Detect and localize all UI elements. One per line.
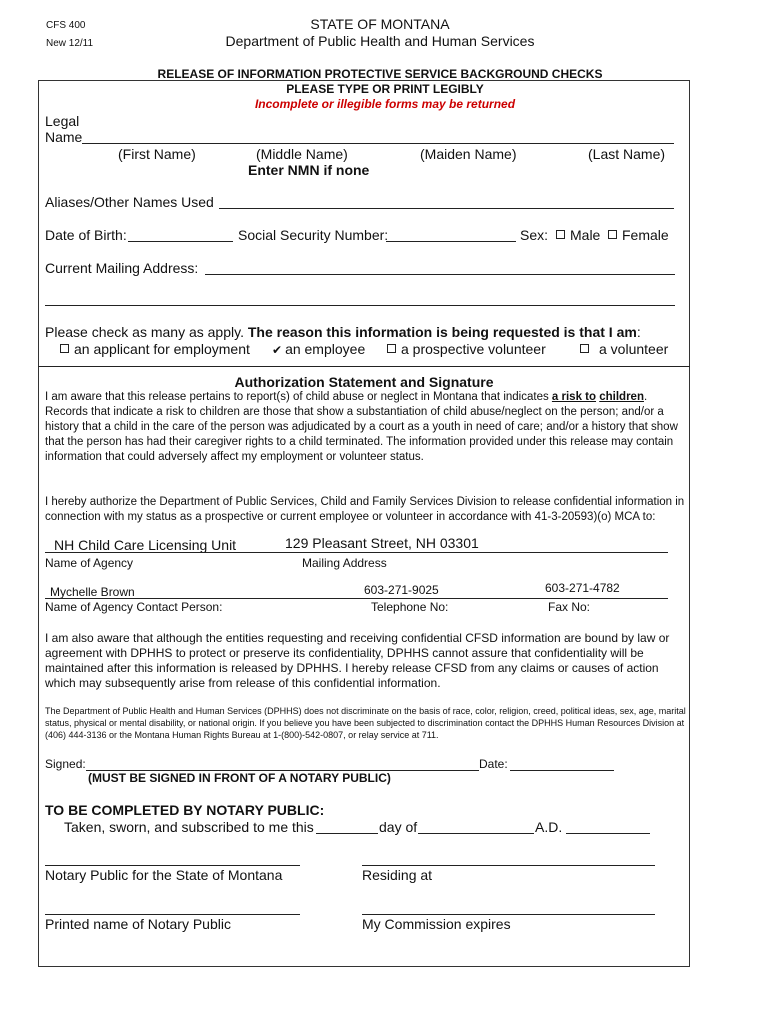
legal-label-line1: Legal [45,113,80,129]
form-title: RELEASE OF INFORMATION PROTECTIVE SERVICE BACKGROUND CHECKS [157,67,603,81]
form-number: CFS 400 [46,20,86,31]
reason-prompt: Please check as many as apply. The reason this information is being requested is that I am: [45,324,641,340]
signed-label: Signed: [45,757,86,771]
sex-female-option[interactable] [608,227,669,243]
notary-signature-line[interactable] [45,865,300,866]
dob-label: Date of Birth: [45,227,127,243]
volunteer-checkbox[interactable] [580,344,589,353]
last-name-label: (Last Name) [588,146,666,162]
mailing-address-label: Mailing Address [302,556,387,570]
address-label: Current Mailing Address: [45,260,199,276]
reason-option-applicant[interactable]: an applicant for employment [60,341,250,357]
printed-name-label: Printed name of Notary Public [45,916,231,932]
commission-label: My Commission expires [362,916,511,932]
authorization-paragraph-1: I am aware that this release pertains to report(s) of child abuse or neglect in Montana that indicates a risk to children. Records that indicate a risk to children are those that show a substantiation of child abuse/neglect on the person; and/or a history that a child in the care of the person was adjudicated by a court as a youth in need of care; and/or a history that show that the person has had their caregiver rights to a child terminated. The information provided under this release may contain information that could adversely affect my employment or volunteer status. [45,391,678,463]
contact-line [45,598,668,599]
authorization-paragraph-3: I am also aware that although the entities requesting and receiving confidential CFSD information are bound by law or agreement with DPHHS to protect or preserve its confidentiality, DPHHS cannot assure that confidentiality will be maintained after this information is released by DPHHS. I hereby release CFSD from any claims or causes of action which may subsequently arise from release of this confidential information. [45,631,670,690]
aliases-line[interactable] [219,208,674,209]
department-title: Department of Public Health and Human Services [225,33,535,49]
male-checkbox[interactable] [556,230,565,239]
prospective-checkbox[interactable] [387,344,396,353]
sworn-ad-label: A.D. [535,819,563,835]
address-line-1[interactable] [205,274,675,275]
male-label: Male [570,227,601,243]
legal-label-line2: Name [45,129,83,145]
nondiscrimination-notice: The Department of Public Health and Human Services (DPHHS) does not discriminate on the basis of race, color, religion, creed, political ideas, sex, age, marital status, physical or mental disability, or national origin. If you believe you have been subjected to discrimination contact the DPHHS Human Resources Division at (406) 444-3136 or the Montana Human Rights Bureau at 1-(800)-542-0807, or relay service at 711. [45,706,686,740]
contact-value[interactable]: Mychelle Brown [50,585,135,599]
agency-name-value[interactable]: NH Child Care Licensing Unit [54,537,237,553]
maiden-name-label: (Maiden Name) [420,146,517,162]
phone-value[interactable]: 603-271-9025 [364,583,439,597]
sex-label: Sex: [520,227,549,243]
reason-option-volunteer[interactable]: a volunteer [580,341,668,357]
first-name-label: (First Name) [118,146,196,162]
sworn-day-number-line[interactable] [316,833,378,834]
sworn-year-line[interactable] [566,833,650,834]
fax-value[interactable]: 603-271-4782 [545,581,620,595]
phone-label: Telephone No: [371,600,449,614]
applicant-checkbox[interactable] [60,344,69,353]
female-label: Female [622,227,669,243]
sworn-month-line[interactable] [418,833,534,834]
printed-name-line[interactable] [45,914,300,915]
legal-name-line[interactable] [82,143,674,144]
date-label: Date: [479,757,508,771]
agency-line [45,552,668,553]
reason-option-employee[interactable]: ✔ an employee [272,341,366,357]
date-line[interactable] [510,770,614,771]
agency-address-value[interactable]: 129 Pleasant Street, NH 03301 [285,535,479,551]
contact-label: Name of Agency Contact Person: [45,600,223,614]
reason-option-prospective[interactable]: a prospective volunteer [387,341,546,357]
authorization-title: Authorization Statement and Signature [234,374,494,390]
ssn-label: Social Security Number: [238,227,389,243]
section-divider [38,366,690,367]
state-title: STATE OF MONTANA [310,16,450,32]
notary-requirement: (MUST BE SIGNED IN FRONT OF A NOTARY PUBLIC) [88,771,391,785]
employee-checkbox[interactable]: ✔ [272,343,283,357]
authorization-paragraph-2: I hereby authorize the Department of Public Services, Child and Family Services Division to release confidential information in connection with my status as a prospective or current employee or volunteer in accordance with 41-3-20593)(o) MCA to: [45,496,685,523]
fax-label: Fax No: [548,600,591,614]
address-line-2[interactable] [45,305,675,306]
dob-line[interactable] [128,241,233,242]
residing-line[interactable] [362,865,655,866]
notary-title: TO BE COMPLETED BY NOTARY PUBLIC: [45,802,325,818]
print-instructions: PLEASE TYPE OR PRINT LEGIBLY [286,82,484,96]
sex-male-option[interactable] [556,227,600,243]
form-date: New 12/11 [46,38,94,49]
female-checkbox[interactable] [608,230,617,239]
middle-name-label: (Middle Name) [256,146,348,162]
aliases-label: Aliases/Other Names Used [45,194,214,210]
commission-line[interactable] [362,914,655,915]
middle-name-note: Enter NMN if none [248,162,370,178]
sworn-prefix: Taken, sworn, and subscribed to me this [64,819,314,835]
sworn-day-label: day of [379,819,418,835]
ssn-line[interactable] [386,241,516,242]
agency-name-label: Name of Agency [45,556,134,570]
warning-text: Incomplete or illegible forms may be returned [254,97,516,111]
residing-label: Residing at [362,867,433,883]
notary-state-label: Notary Public for the State of Montana [45,867,283,883]
